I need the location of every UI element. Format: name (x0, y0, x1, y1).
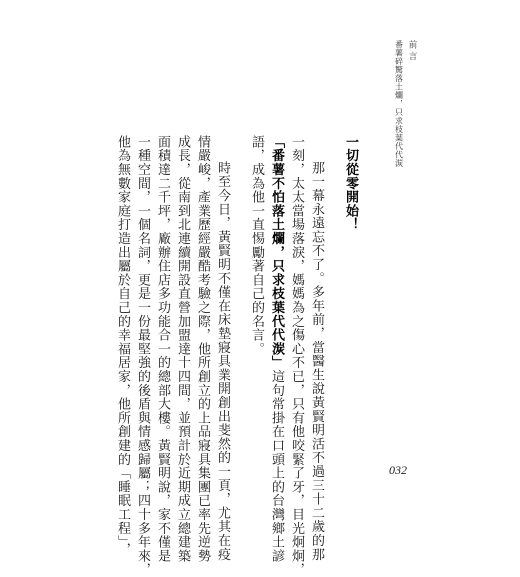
proverb-continuation: 這句常掛在口頭上的台灣鄉土諺 (269, 369, 284, 563)
text-column: 一刻，太太當場落淚，媽媽為之傷心不已，只有他咬緊了牙，目光炯炯， (289, 135, 304, 577)
text-column: 他為無數家庭打造出屬於自己的幸福居家，他所創建的「睡眠工程」， (115, 135, 130, 557)
proverb-quote: 「番薯不怕落土爛，只求枝葉代代湠」 (269, 135, 284, 370)
text-column: 時至今日，黃賢明不僅在床墊寢具業開創出斐然的一頁，尤其在疫 (215, 161, 230, 562)
text-column: 情嚴峻，產業歷經嚴酷考驗之際，他所創立的上品寢具集團已率先逆勢 (195, 135, 210, 563)
text-column: 語，成為他一直惕勵著自己的名言。 (249, 135, 264, 356)
body-text (112, 135, 360, 577)
text-column: 那一幕永遠忘不了。多年前，當醫生說黃賢明活不過三十二歲的那 (309, 161, 324, 562)
page-number: 032 (389, 463, 407, 477)
header-section-title: 前言 (407, 40, 417, 63)
text-column: 一種空間，一個名詞，更是一份最堅強的後盾與情感歸屬；四十多年來， (135, 135, 150, 577)
text-column: 成長，從南到北連續開設直營加盟達十四間，並預計於近期成立總建築 (175, 135, 190, 563)
opening-line: 一切從零開始！ (343, 135, 358, 232)
text-column (266, 135, 286, 563)
text-column: 面積達二千坪，廠辦住店多功能合一的總部大樓。黃賢明說，家不僅是 (155, 135, 170, 563)
header-subtitle: 番薯碎驚落土爛，只求枝葉代代湠 (394, 40, 404, 168)
